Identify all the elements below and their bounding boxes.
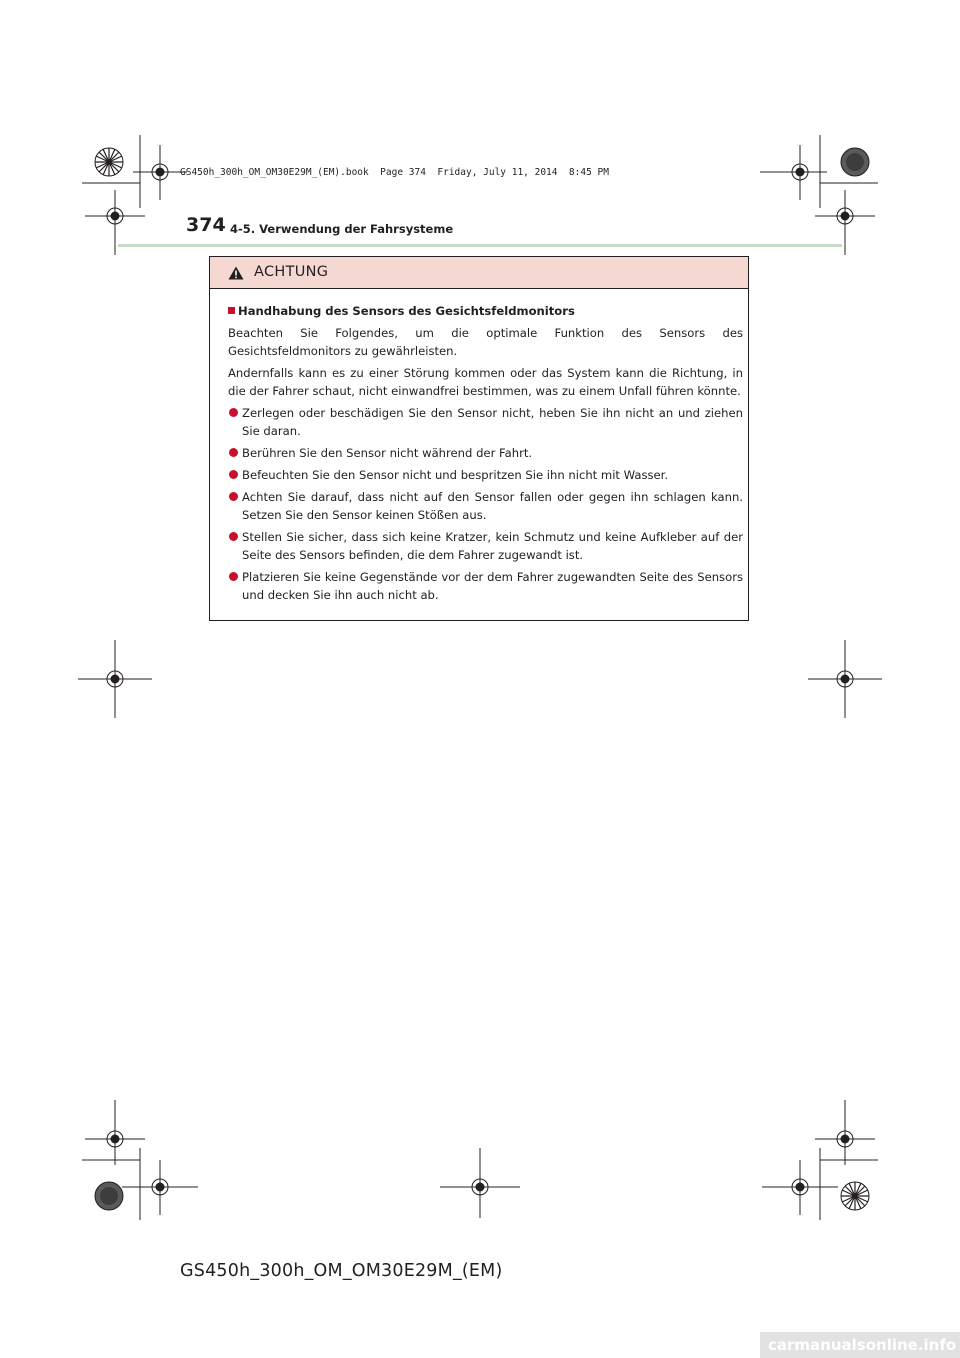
caution-bullet: [228, 488, 743, 524]
book-print-info: GS450h_300h_OM_OM30E29M_(EM).book Page 374 Friday, July 11, 2014 8:45 PM: [180, 167, 609, 178]
caution-bullet: [228, 466, 743, 484]
watermark-text: carmanualsonline.info: [768, 1336, 957, 1354]
bullet-dot-icon: [229, 532, 238, 541]
square-bullet-icon: [228, 307, 235, 314]
crosshair-icon: [440, 1148, 520, 1218]
starburst-target-icon: [841, 1182, 869, 1210]
bullet-dot-icon: [229, 470, 238, 479]
caution-bullet-text: Achten Sie darauf, dass nicht auf den Sensor fallen oder gegen ihn schlagen kann. Setzen Sie den Sensor keinen Stößen aus.: [242, 490, 743, 522]
crosshair-icon: [762, 1160, 838, 1215]
caution-bullet: [228, 568, 743, 604]
bullet-dot-icon: [229, 572, 238, 581]
page-number: 374: [186, 214, 226, 236]
crosshair-icon: [815, 1100, 875, 1165]
bullet-dot-icon: [229, 448, 238, 457]
footer-document-code: GS450h_300h_OM_OM30E29M_(EM): [180, 1261, 503, 1281]
watermark: [760, 1332, 960, 1358]
gray-target-icon: [841, 148, 869, 176]
caution-heading: [228, 302, 743, 320]
crosshair-icon: [760, 145, 827, 200]
bullet-dot-icon: [229, 408, 238, 417]
caution-bullet-text: Zerlegen oder beschädigen Sie den Sensor nicht, heben Sie ihn nicht an und ziehen Sie daran.: [242, 406, 743, 438]
caution-heading-text: Handhabung des Sensors des Gesichtsfeldmonitors: [238, 304, 575, 318]
crosshair-icon: [78, 640, 152, 718]
caution-bullet-text: Platzieren Sie keine Gegenstände vor der dem Fahrer zugewandten Seite des Sensors und decken Sie ihn auch nicht ab.: [242, 570, 743, 602]
caution-bullet-text: Berühren Sie den Sensor nicht während der Fahrt.: [242, 446, 533, 460]
warning-triangle-icon: [228, 266, 244, 280]
bullet-dot-icon: [229, 492, 238, 501]
crosshair-icon: [85, 1100, 145, 1165]
gray-target-icon: [95, 1182, 123, 1210]
caution-header: [210, 257, 748, 289]
crosshair-icon: [133, 145, 187, 200]
caution-title: ACHTUNG: [254, 264, 329, 280]
caution-bullet: [228, 444, 743, 462]
crosshair-icon: [808, 640, 882, 718]
caution-paragraph: Beachten Sie Folgendes, um die optimale Funktion des Sensors des Gesichtsfeldmonitors zu gewährleisten.: [228, 326, 743, 358]
caution-box: [209, 256, 749, 621]
header-rule: [118, 244, 842, 247]
caution-paragraph: Andernfalls kann es zu einer Störung kommen oder das System kann die Richtung, in die der Fahrer schaut, nicht einwandfrei bestimmen, was zu einem Unfall führen könnte.: [228, 366, 743, 398]
caution-bullet-text: Stellen Sie sicher, dass sich keine Kratzer, kein Schmutz und keine Aufkleber auf der Seite des Sensors befinden, die dem Fahrer zugewandt ist.: [242, 530, 743, 562]
caution-bullet: [228, 404, 743, 440]
caution-body: [210, 288, 750, 608]
caution-bullet-text: Befeuchten Sie den Sensor nicht und bespritzen Sie ihn nicht mit Wasser.: [242, 468, 669, 482]
section-title: 4-5. Verwendung der Fahrsysteme: [230, 222, 454, 236]
caution-bullet: [228, 528, 743, 564]
crosshair-icon: [122, 1160, 198, 1215]
starburst-target-icon: [95, 148, 123, 176]
